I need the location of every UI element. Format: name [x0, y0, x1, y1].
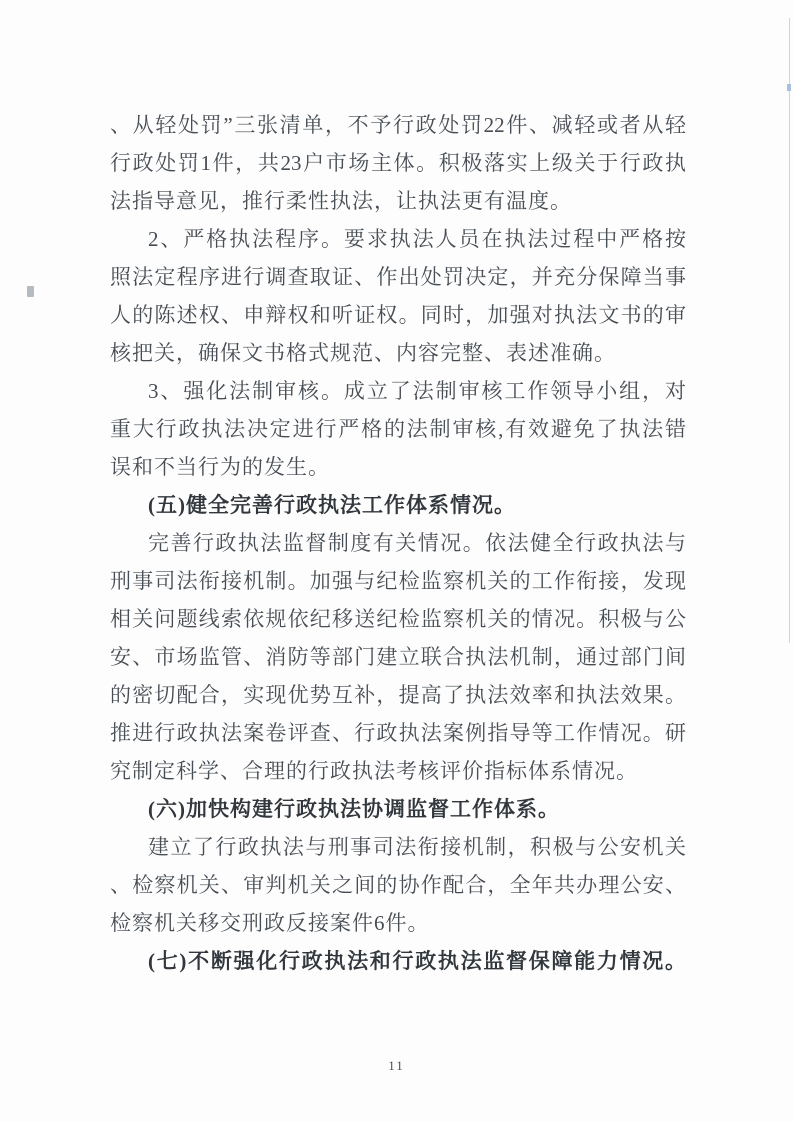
text-line: 、检察机关、审判机关之间的协作配合，全年共办理公安、 [110, 873, 686, 897]
text-line: 的密切配合，实现优势互补，提高了执法效率和执法效果。 [110, 683, 686, 707]
section-heading: (七)不断强化行政执法和行政执法监督保障能力情况。 [148, 949, 686, 973]
text-line: 安、市场监管、消防等部门建立联合执法机制，通过部门间 [110, 645, 686, 669]
text-line: 2、严格执法程序。要求执法人员在执法过程中严格按 [148, 227, 686, 251]
section-heading: (五)健全完善行政执法工作体系情况。 [148, 493, 516, 517]
text-line: 重大行政执法决定进行严格的法制审核,有效避免了执法错 [110, 417, 686, 441]
text-line: 、从轻处罚”三张清单，不予行政处罚22件、减轻或者从轻 [110, 113, 686, 137]
page-number: 11 [388, 1058, 405, 1073]
text-line: 相关问题线索依规依纪移送纪检监察机关的情况。积极与公 [110, 607, 686, 631]
scan-speck-artifact [27, 286, 34, 297]
text-line: 3、强化法制审核。成立了法制审核工作领导小组，对 [148, 379, 686, 403]
section-heading: (六)加快构建行政执法协调监督工作体系。 [148, 797, 560, 821]
scan-edge-tick-artifact [787, 84, 791, 91]
text-line: 行政处罚1件，共23户市场主体。积极落实上级关于行政执 [110, 151, 686, 175]
text-line: 核把关，确保文书格式规范、内容完整、表述准确。 [110, 341, 616, 365]
text-line: 照法定程序进行调查取证、作出处罚决定，并充分保障当事 [110, 265, 686, 289]
scan-edge-line-artifact [789, 18, 790, 643]
document-body [110, 106, 686, 980]
text-line: 人的陈述权、申辩权和听证权。同时，加强对执法文书的审 [110, 303, 686, 327]
text-line: 究制定科学、合理的行政执法考核评价指标体系情况。 [110, 759, 638, 783]
text-line: 检察机关移交刑政反接案件6件。 [110, 911, 430, 935]
text-line: 推进行政执法案卷评查、行政执法案例指导等工作情况。研 [110, 721, 686, 745]
text-line: 完善行政执法监督制度有关情况。依法健全行政执法与 [148, 531, 686, 555]
text-line: 刑事司法衔接机制。加强与纪检监察机关的工作衔接，发现 [110, 569, 686, 593]
text-line: 建立了行政执法与刑事司法衔接机制，积极与公安机关 [148, 835, 686, 859]
text-line: 法指导意见，推行柔性执法，让执法更有温度。 [110, 189, 572, 213]
text-line: 误和不当行为的发生。 [110, 455, 330, 479]
